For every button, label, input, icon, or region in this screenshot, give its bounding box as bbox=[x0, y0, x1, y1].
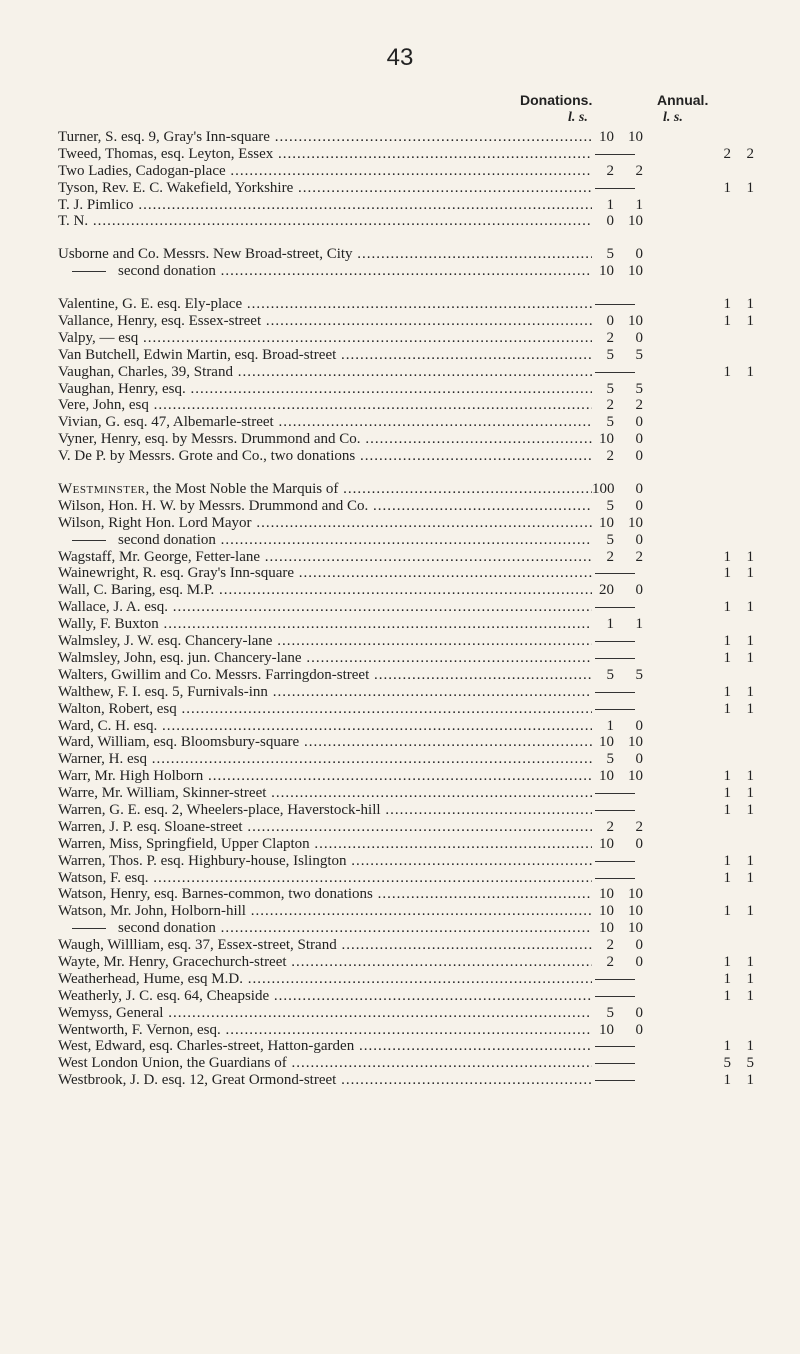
donation-shillings: 10 bbox=[628, 263, 643, 280]
subscriber-name: Wentworth, F. Vernon, esq. ..... bbox=[58, 1022, 592, 1039]
subscriber-name: Wally, F. Buxton ..... bbox=[58, 616, 592, 633]
subscriber-name: Westbrook, J. D. esq. 12, Great Ormond-street ..... bbox=[58, 1072, 592, 1089]
annual-pounds: 1 bbox=[723, 1038, 731, 1055]
annual-pounds: 1 bbox=[723, 313, 731, 330]
subscriber-name: Valentine, G. E. esq. Ely-place ..... bbox=[58, 296, 592, 313]
subscriber-name: second donation ..... bbox=[118, 263, 592, 280]
donation-pounds: 10 bbox=[599, 1021, 614, 1038]
list-item bbox=[58, 180, 758, 197]
list-item bbox=[58, 650, 758, 667]
annual-shillings: 1 bbox=[746, 768, 754, 785]
donation-blank-dash bbox=[595, 979, 635, 980]
annual-shillings: 1 bbox=[746, 599, 754, 616]
annual-pounds: 1 bbox=[723, 852, 731, 869]
donation-shillings: 0 bbox=[635, 1021, 643, 1038]
list-item bbox=[58, 684, 758, 701]
subscriber-name: Walmsley, J. W. esq. Chancery-lane ..... bbox=[58, 633, 592, 650]
list-item bbox=[58, 802, 758, 819]
donation-shillings: 1 bbox=[635, 616, 643, 633]
list-item bbox=[58, 819, 758, 836]
annual-shillings: 1 bbox=[746, 683, 754, 700]
donation-blank-dash bbox=[595, 658, 635, 659]
subscriber-name: Walmsley, John, esq. jun. Chancery-lane ..... bbox=[58, 650, 592, 667]
subscriber-name: Wall, C. Baring, esq. M.P. ..... bbox=[58, 582, 592, 599]
subscriber-name: Wilson, Hon. H. W. by Messrs. Drummond and Co. ..... bbox=[58, 498, 592, 515]
donation-pounds: 2 bbox=[606, 397, 614, 414]
donation-pounds: 5 bbox=[606, 380, 614, 397]
annual-shillings: 1 bbox=[746, 548, 754, 565]
subscriber-name: Wilson, Right Hon. Lord Mayor ..... bbox=[58, 515, 592, 532]
subscriber-name: Walton, Robert, esq ..... bbox=[58, 701, 592, 718]
donation-pounds: 2 bbox=[606, 448, 614, 465]
donation-pounds: 5 bbox=[606, 414, 614, 431]
donation-pounds: 2 bbox=[606, 953, 614, 970]
donation-shillings: 0 bbox=[635, 582, 643, 599]
donation-shillings: 0 bbox=[635, 953, 643, 970]
annual-shillings: 1 bbox=[746, 1072, 754, 1089]
donation-pounds: 5 bbox=[606, 1004, 614, 1021]
donation-blank-dash bbox=[595, 996, 635, 997]
donation-pounds: 1 bbox=[606, 616, 614, 633]
donation-pounds: 20 bbox=[599, 582, 614, 599]
list-item bbox=[58, 565, 758, 582]
subscriber-name: T. J. Pimlico ..... bbox=[58, 197, 592, 214]
annual-pounds: 1 bbox=[723, 801, 731, 818]
list-item bbox=[58, 751, 758, 768]
annual-pounds: 1 bbox=[723, 179, 731, 196]
donation-shillings: 2 bbox=[635, 818, 643, 835]
annual-shillings: 1 bbox=[746, 953, 754, 970]
list-item bbox=[58, 263, 758, 280]
subscriber-name: Watson, F. esq. ..... bbox=[58, 870, 592, 887]
donation-pounds: 100 bbox=[592, 481, 615, 498]
annual-shillings: 1 bbox=[746, 700, 754, 717]
annual-pounds: 2 bbox=[723, 145, 731, 162]
donation-pounds: 10 bbox=[599, 514, 614, 531]
list-item bbox=[58, 971, 758, 988]
group-gap bbox=[58, 230, 758, 246]
list-item bbox=[58, 768, 758, 785]
list-item bbox=[58, 903, 758, 920]
subscriber-name: Wallace, J. A. esq. ..... bbox=[58, 599, 592, 616]
list-item bbox=[58, 734, 758, 751]
donation-pounds: 10 bbox=[599, 263, 614, 280]
donation-blank-dash bbox=[595, 1063, 635, 1064]
annual-pounds: 1 bbox=[723, 700, 731, 717]
list-item bbox=[58, 146, 758, 163]
annual-pounds: 5 bbox=[723, 1055, 731, 1072]
donation-pounds: 5 bbox=[606, 751, 614, 768]
list-item bbox=[58, 582, 758, 599]
donation-pounds: 10 bbox=[599, 886, 614, 903]
donation-shillings: 0 bbox=[635, 431, 643, 448]
donation-blank-dash bbox=[595, 692, 635, 693]
annual-shillings: 1 bbox=[746, 801, 754, 818]
donation-blank-dash bbox=[595, 372, 635, 373]
annual-pounds: 1 bbox=[723, 683, 731, 700]
subscriber-name: Warren, G. E. esq. 2, Wheelers-place, Haverstock-hill ..... bbox=[58, 802, 592, 819]
annual-pounds: 1 bbox=[723, 565, 731, 582]
list-item bbox=[58, 785, 758, 802]
donation-shillings: 0 bbox=[635, 751, 643, 768]
list-item bbox=[58, 633, 758, 650]
donation-pounds: 5 bbox=[606, 346, 614, 363]
subscriber-name: West London Union, the Guardians of ..... bbox=[58, 1055, 592, 1072]
donation-pounds: 2 bbox=[606, 937, 614, 954]
subscriber-name: Warren, Miss, Springfield, Upper Clapton ..... bbox=[58, 836, 592, 853]
page-number: 43 bbox=[386, 44, 414, 71]
annual-pounds: 1 bbox=[723, 599, 731, 616]
donations-units: l. s. bbox=[568, 110, 588, 125]
donation-pounds: 5 bbox=[606, 246, 614, 263]
ditto-dash bbox=[72, 271, 106, 272]
donation-shillings: 10 bbox=[628, 129, 643, 145]
subscriber-name: Tyson, Rev. E. C. Wakefield, Yorkshire ..... bbox=[58, 180, 592, 197]
donation-pounds: 10 bbox=[599, 734, 614, 751]
list-item bbox=[58, 886, 758, 903]
list-item bbox=[58, 129, 758, 146]
annual-shillings: 1 bbox=[746, 852, 754, 869]
subscriber-name: V. De P. by Messrs. Grote and Co., two donations ..... bbox=[58, 448, 592, 465]
annual-shillings: 1 bbox=[746, 565, 754, 582]
annual-shillings: 1 bbox=[746, 987, 754, 1004]
subscriber-name: Warren, Thos. P. esq. Highbury-house, Islington ..... bbox=[58, 853, 592, 870]
donation-shillings: 10 bbox=[628, 903, 643, 920]
subscriber-name: Turner, S. esq. 9, Gray's Inn-square ..... bbox=[58, 129, 592, 146]
subscriber-name: Weatherly, J. C. esq. 64, Cheapside ..... bbox=[58, 988, 592, 1005]
annual-pounds: 1 bbox=[723, 903, 731, 920]
subscriber-name: Two Ladies, Cadogan-place ..... bbox=[58, 163, 592, 180]
donation-blank-dash bbox=[595, 573, 635, 574]
subscriber-name: Wagstaff, Mr. George, Fetter-lane ..... bbox=[58, 549, 592, 566]
donation-shillings: 0 bbox=[635, 1004, 643, 1021]
subscriber-name: Wainewright, R. esq. Gray's Inn-square ..... bbox=[58, 565, 592, 582]
list-item bbox=[58, 616, 758, 633]
subscriber-name: Waugh, Willliam, esq. 37, Essex-street, Strand ..... bbox=[58, 937, 592, 954]
list-item bbox=[58, 515, 758, 532]
list-item bbox=[58, 836, 758, 853]
subscriber-name: Warre, Mr. William, Skinner-street ..... bbox=[58, 785, 592, 802]
list-item bbox=[58, 701, 758, 718]
annual-shillings: 1 bbox=[746, 179, 754, 196]
list-item bbox=[58, 414, 758, 431]
subscriber-name: T. N. ..... bbox=[58, 213, 592, 230]
group-gap bbox=[58, 465, 758, 481]
list-item bbox=[58, 381, 758, 398]
list-item bbox=[58, 197, 758, 214]
list-item bbox=[58, 1022, 758, 1039]
donation-blank-dash bbox=[595, 1080, 635, 1081]
list-item bbox=[58, 1055, 758, 1072]
subscriber-name: second donation ..... bbox=[118, 532, 592, 549]
donation-shillings: 0 bbox=[635, 497, 643, 514]
annual-shillings: 1 bbox=[746, 649, 754, 666]
list-item bbox=[58, 599, 758, 616]
list-item bbox=[58, 431, 758, 448]
donation-blank-dash bbox=[595, 810, 635, 811]
subscriber-name: Vallance, Henry, esq. Essex-street ..... bbox=[58, 313, 592, 330]
donation-pounds: 5 bbox=[606, 531, 614, 548]
subscriber-name: Ward, C. H. esq. ..... bbox=[58, 718, 592, 735]
annual-shillings: 1 bbox=[746, 363, 754, 380]
donation-pounds: 0 bbox=[606, 313, 614, 330]
donation-shillings: 10 bbox=[628, 514, 643, 531]
donation-shillings: 10 bbox=[628, 886, 643, 903]
list-item bbox=[58, 1005, 758, 1022]
donation-shillings: 0 bbox=[635, 531, 643, 548]
subscriber-name: Ward, William, esq. Bloomsbury-square ..... bbox=[58, 734, 592, 751]
donation-blank-dash bbox=[595, 188, 635, 189]
annual-shillings: 1 bbox=[746, 296, 754, 313]
donation-blank-dash bbox=[595, 641, 635, 642]
donation-shillings: 10 bbox=[628, 920, 643, 937]
subscriber-list bbox=[58, 129, 758, 1089]
donation-shillings: 2 bbox=[635, 162, 643, 179]
subscriber-name: Van Butchell, Edwin Martin, esq. Broad-street ..... bbox=[58, 347, 592, 364]
subscriber-name: Vyner, Henry, esq. by Messrs. Drummond and Co. ..... bbox=[58, 431, 592, 448]
list-item bbox=[58, 853, 758, 870]
annual-pounds: 1 bbox=[723, 785, 731, 802]
subscriber-name: Vaughan, Henry, esq. ..... bbox=[58, 381, 592, 398]
list-item bbox=[58, 481, 758, 498]
list-item bbox=[58, 667, 758, 684]
donation-shillings: 0 bbox=[635, 481, 643, 498]
annual-pounds: 1 bbox=[723, 869, 731, 886]
subscriber-name: Walthew, F. I. esq. 5, Furnivals-inn ..... bbox=[58, 684, 592, 701]
subscriber-name: Watson, Henry, esq. Barnes-common, two donations ..... bbox=[58, 886, 592, 903]
donation-pounds: 10 bbox=[599, 835, 614, 852]
list-item bbox=[58, 870, 758, 887]
annual-shillings: 2 bbox=[746, 145, 754, 162]
list-item bbox=[58, 213, 758, 230]
donation-pounds: 2 bbox=[606, 548, 614, 565]
donation-shillings: 0 bbox=[635, 414, 643, 431]
subscriber-name: Warren, J. P. esq. Sloane-street ..... bbox=[58, 819, 592, 836]
donation-blank-dash bbox=[595, 1046, 635, 1047]
donation-blank-dash bbox=[595, 878, 635, 879]
list-item bbox=[58, 364, 758, 381]
list-item bbox=[58, 296, 758, 313]
list-item bbox=[58, 498, 758, 515]
subscriber-name: Vaughan, Charles, 39, Strand ..... bbox=[58, 364, 592, 381]
ditto-dash bbox=[72, 928, 106, 929]
subscriber-name: Vere, John, esq ..... bbox=[58, 397, 592, 414]
list-item bbox=[58, 937, 758, 954]
annual-pounds: 1 bbox=[723, 363, 731, 380]
subscriber-name: Walters, Gwillim and Co. Messrs. Farringdon-street ..... bbox=[58, 667, 592, 684]
donation-pounds: 1 bbox=[606, 717, 614, 734]
donation-shillings: 2 bbox=[635, 548, 643, 565]
donation-pounds: 5 bbox=[606, 497, 614, 514]
subscriber-name: Westminster, the Most Noble the Marquis of ..... bbox=[58, 481, 592, 498]
donation-pounds: 2 bbox=[606, 818, 614, 835]
donations-header: Donations. bbox=[520, 92, 593, 108]
donation-shillings: 0 bbox=[635, 448, 643, 465]
donation-pounds: 10 bbox=[599, 431, 614, 448]
donation-blank-dash bbox=[595, 154, 635, 155]
donation-blank-dash bbox=[595, 304, 635, 305]
list-item bbox=[58, 313, 758, 330]
annual-pounds: 1 bbox=[723, 970, 731, 987]
donation-shillings: 10 bbox=[628, 213, 643, 230]
list-item bbox=[58, 920, 758, 937]
donation-pounds: 2 bbox=[606, 162, 614, 179]
donation-shillings: 10 bbox=[628, 734, 643, 751]
list-item bbox=[58, 1038, 758, 1055]
list-item bbox=[58, 163, 758, 180]
subscriber-name: second donation ..... bbox=[118, 920, 592, 937]
annual-pounds: 1 bbox=[723, 1072, 731, 1089]
subscriber-name: Wemyss, General ..... bbox=[58, 1005, 592, 1022]
donation-blank-dash bbox=[595, 793, 635, 794]
annual-pounds: 1 bbox=[723, 768, 731, 785]
annual-pounds: 1 bbox=[723, 296, 731, 313]
donation-shillings: 10 bbox=[628, 768, 643, 785]
annual-units: l. s. bbox=[663, 110, 683, 125]
donation-shillings: 0 bbox=[635, 835, 643, 852]
list-item bbox=[58, 397, 758, 414]
subscriber-name: Tweed, Thomas, esq. Leyton, Essex ..... bbox=[58, 146, 592, 163]
subscriber-name: Vivian, G. esq. 47, Albemarle-street ..... bbox=[58, 414, 592, 431]
list-item bbox=[58, 549, 758, 566]
subscriber-name: Weatherhead, Hume, esq M.D. ..... bbox=[58, 971, 592, 988]
donation-shillings: 5 bbox=[635, 380, 643, 397]
subscriber-name: Wayte, Mr. Henry, Gracechurch-street ..... bbox=[58, 954, 592, 971]
subscriber-name: Watson, Mr. John, Holborn-hill ..... bbox=[58, 903, 592, 920]
annual-pounds: 1 bbox=[723, 987, 731, 1004]
annual-shillings: 1 bbox=[746, 869, 754, 886]
donation-shillings: 1 bbox=[635, 196, 643, 213]
list-item bbox=[58, 347, 758, 364]
donation-shillings: 0 bbox=[635, 937, 643, 954]
donation-pounds: 5 bbox=[606, 666, 614, 683]
annual-pounds: 1 bbox=[723, 548, 731, 565]
list-item bbox=[58, 330, 758, 347]
subscriber-name: Usborne and Co. Messrs. New Broad-street, City ..... bbox=[58, 246, 592, 263]
list-item bbox=[58, 718, 758, 735]
subscriber-name: West, Edward, esq. Charles-street, Hatton-garden ..... bbox=[58, 1038, 592, 1055]
list-item bbox=[58, 448, 758, 465]
list-item bbox=[58, 246, 758, 263]
donation-pounds: 10 bbox=[599, 903, 614, 920]
group-gap bbox=[58, 280, 758, 296]
annual-pounds: 1 bbox=[723, 953, 731, 970]
donation-shillings: 5 bbox=[635, 666, 643, 683]
donation-blank-dash bbox=[595, 861, 635, 862]
donation-shillings: 0 bbox=[635, 329, 643, 346]
list-item bbox=[58, 954, 758, 971]
donation-shillings: 10 bbox=[628, 313, 643, 330]
donation-pounds: 0 bbox=[606, 213, 614, 230]
list-item bbox=[58, 988, 758, 1005]
annual-shillings: 1 bbox=[746, 313, 754, 330]
donation-pounds: 10 bbox=[599, 129, 614, 145]
donation-blank-dash bbox=[595, 607, 635, 608]
annual-shillings: 5 bbox=[746, 1055, 754, 1072]
annual-header: Annual. bbox=[657, 92, 709, 108]
annual-shillings: 1 bbox=[746, 1038, 754, 1055]
donation-shillings: 5 bbox=[635, 346, 643, 363]
annual-pounds: 1 bbox=[723, 633, 731, 650]
annual-shillings: 1 bbox=[746, 633, 754, 650]
subscriber-name: Warner, H. esq ..... bbox=[58, 751, 592, 768]
donation-pounds: 10 bbox=[599, 768, 614, 785]
donation-pounds: 1 bbox=[606, 196, 614, 213]
donation-pounds: 10 bbox=[599, 920, 614, 937]
donation-blank-dash bbox=[595, 709, 635, 710]
annual-shillings: 1 bbox=[746, 785, 754, 802]
annual-shillings: 1 bbox=[746, 970, 754, 987]
donation-pounds: 2 bbox=[606, 329, 614, 346]
donation-shillings: 0 bbox=[635, 717, 643, 734]
donation-shillings: 2 bbox=[635, 397, 643, 414]
list-item bbox=[58, 1072, 758, 1089]
annual-pounds: 1 bbox=[723, 649, 731, 666]
ditto-dash bbox=[72, 540, 106, 541]
list-item bbox=[58, 532, 758, 549]
subscriber-name: Valpy, — esq ..... bbox=[58, 330, 592, 347]
donation-shillings: 0 bbox=[635, 246, 643, 263]
annual-shillings: 1 bbox=[746, 903, 754, 920]
subscriber-name: Warr, Mr. High Holborn ..... bbox=[58, 768, 592, 785]
